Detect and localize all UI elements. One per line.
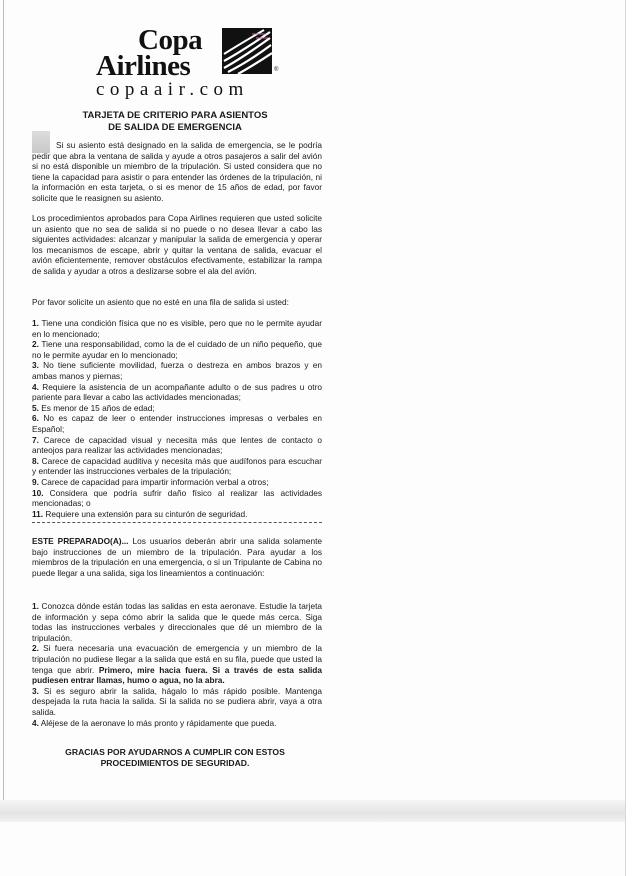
list-item: 9. Carece de capacidad para impartir información verbal a otros; [32, 476, 269, 487]
prepared-lead: ESTE PREPARADO(A)... [32, 536, 129, 546]
steps-list [32, 601, 322, 728]
card-title-line2: DE SALIDA DE EMERGENCIA [108, 122, 242, 133]
closing-line2: PROCEDIMIENTOS DE SEGURIDAD. [100, 758, 250, 768]
list-item: 3. No tiene suficiente movilidad, fuerza o destreza en ambos brazos y en ambas manos y piernas; [32, 360, 322, 381]
prepared-text: Los usuarios deberán abrir una salida solamente bajo instrucciones de un miembro de la tripulación. Para ayudar a los miembros de la tripulación en una emergencia, o si un Tripulante de Cabina no puede llegar a una salida, siga los lineamientos a continuación: [32, 536, 322, 578]
list-item: 11. Requiere una extensión para su cinturón de seguridad. [32, 508, 248, 519]
closing-message [40, 747, 310, 769]
intro-text: Si su asiento está designado en la salida de emergencia, se le podría pedir que abra la ventana de salida y ayude a otros pasajeros a salir del avión si no está disponible un miembro de la tripulación. Si usted considera que no tiene la capacidad para asistir o para entender las órdenes de la tripulación, ni la información en esta tarjeta, o si es menor de 15 años de edad, por favor solicite que le reasignen su asiento. [32, 140, 322, 203]
list-item: 5. Es menor de 15 años de edad; [32, 402, 155, 413]
request-intro-text: Por favor solicite un asiento que no esté en una fila de salida si usted: [32, 297, 289, 307]
card-title [40, 110, 310, 134]
warning-text: Primero, mire hacia fuera. Si a través de esta salida pudiesen entrar llamas, humo o agua, no la abra. [32, 664, 322, 686]
list-item: 10. Considera que podría sufrir daño físico al realizar las actividades mencionadas; o [32, 487, 322, 509]
page-fold-shadow [0, 800, 625, 822]
intro-paragraph [32, 140, 322, 204]
list-item: 6. No es capaz de leer o entender instrucciones impresas o verbales en Español; [32, 413, 322, 434]
criteria-list [32, 318, 322, 519]
list-item: 1. Conozca dónde están todas las salidas en esta aeronave. Estudie la tarjeta de información y sepa cómo abrir la salida que le quede más cerca. Siga todas las instrucciones verbales y direccionales que dé un miembro de la tripulación. [32, 601, 322, 643]
list-item: 2. Tiene una responsabilidad, como la de el cuidado de un niño pequeño, que no le permite ayudar en lo mencionado; [32, 339, 322, 360]
list-item: 4. Aléjese de la aeronave lo más pronto y rápidamente que pueda. [32, 717, 277, 728]
list-item: 8. Carece de capacidad auditiva y necesita más que audífonos para escuchar y entender las instrucciones verbales de la tripulación; [32, 455, 322, 477]
registered-mark: ® [274, 67, 279, 73]
procedures-text: Los procedimientos aprobados para Copa Airlines requieren que usted solicite un asiento que no sea de salida si no puede o no desea llevar a cabo las siguientes actividades: alcanzar y manipular la salida de emergencia y operar los mecanismos de escape, abrir y quitar la ventana de salida, evacuar el avión eficientemente, remover obstáculos efectivamente, estabilizar la rampa de salida y ayudar a otros a deslizarse sobre el ala del avión. [32, 213, 322, 276]
closing-line1: GRACIAS POR AYUDARNOS A CUMPLIR CON ESTOS [65, 747, 285, 757]
procedures-paragraph [32, 213, 322, 277]
card-title-line1: TARJETA DE CRITERIO PARA ASIENTOS [82, 110, 268, 121]
list-item: 2. Si fuera necesaria una evacuación de emergencia y un miembro de la tripulación no pudiese llegar a la salida que está en su fila, puede que usted la tenga que abrir. Primero, mire hacia fuera. Si a través de esta salida pudiesen entrar llamas, humo o agua, no la abra. [32, 643, 322, 686]
list-item: 7. Carece de capacidad visual y necesita más que lentes de contacto o anteojos para realizar las actividades mencionadas; [32, 434, 322, 456]
request-intro-paragraph [32, 297, 322, 308]
logo-url-text: copaair.com [96, 79, 249, 100]
copa-globe-icon [222, 28, 272, 74]
scan-edge-line [3, 0, 4, 820]
section-divider [32, 522, 322, 523]
list-item: 4. Requiere la asistencia de un acompañante adulto o de sus padres u otro pariente para llevar a cabo las actividades mencionadas; [32, 381, 322, 403]
logo-airlines-text: Airlines [96, 50, 191, 82]
logo-copa-text: Copa [138, 24, 203, 56]
copa-airlines-logo [96, 22, 296, 102]
prepared-paragraph [32, 536, 322, 578]
list-item: 3. Si es seguro abrir la salida, hágalo lo más rápido posible. Mantenga despejada la ruta hacia la salida. Si la salida no se pudiera abrir, vaya a otra salida. [32, 685, 322, 717]
list-item: 1. Tiene una condición física que no es visible, pero que no le permite ayudar en lo mencionado; [32, 318, 322, 339]
